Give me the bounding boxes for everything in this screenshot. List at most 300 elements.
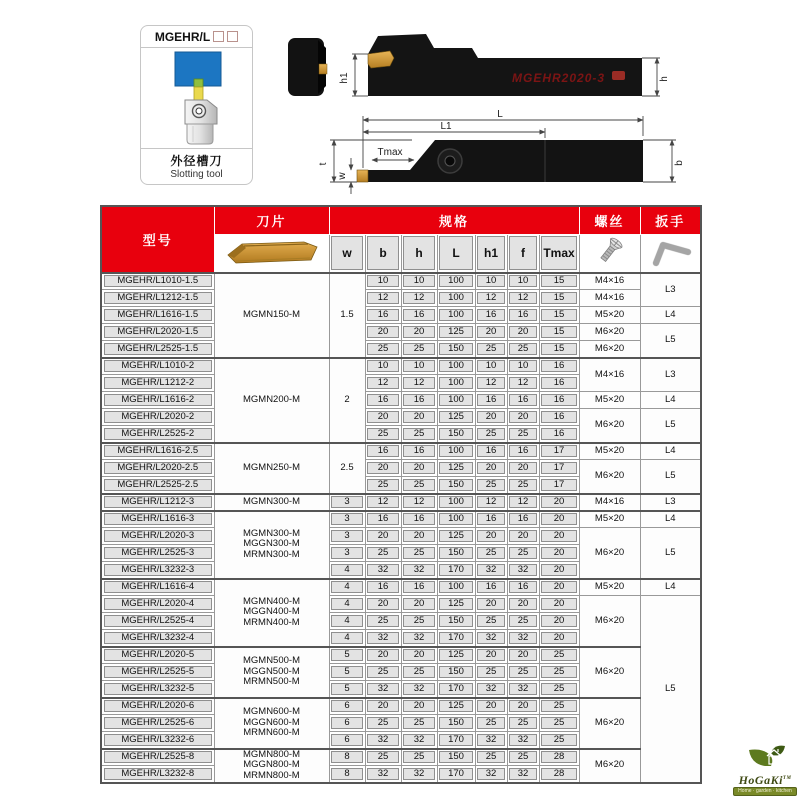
spec-value-cell: 17 (539, 443, 579, 460)
insert-cell: MGMN300-M (214, 494, 329, 511)
spec-value-cell: 12 (475, 494, 507, 511)
slotting-diagram-image (147, 48, 247, 148)
end-view-insert (319, 64, 327, 74)
spec-value-cell: 32 (365, 766, 401, 783)
logo-leaf-house-icon (743, 742, 787, 768)
table-row (101, 409, 701, 426)
spec-value-cell: 20 (539, 562, 579, 579)
col-header-h: h (401, 234, 437, 273)
wrench-icon-cell (640, 234, 701, 273)
model-cell: MGEHR/L2525-5 (101, 664, 214, 681)
spec-value-cell: 16 (365, 307, 401, 324)
spec-value-cell: 16 (539, 392, 579, 409)
spec-value-cell: 100 (437, 358, 475, 375)
screw-cell: M5×20 (579, 443, 640, 460)
spec-value-cell: 20 (401, 460, 437, 477)
spec-value-cell: 32 (507, 562, 539, 579)
insert-cell: MGMN300-M MGGN300-M MRMN300-M (214, 511, 329, 579)
spec-value-cell: 20 (401, 596, 437, 613)
spec-value-cell: 150 (437, 426, 475, 443)
spec-value-cell: 100 (437, 511, 475, 528)
table-row (101, 494, 701, 511)
table-row (101, 324, 701, 341)
spec-value-cell: 10 (507, 273, 539, 290)
dim-L1-label: L1 (440, 121, 452, 132)
spec-value-cell: 32 (507, 681, 539, 698)
spec-value-cell: 25 (401, 613, 437, 630)
spec-value-cell: 100 (437, 290, 475, 307)
hex-key-icon (646, 235, 694, 267)
table-row (101, 596, 701, 613)
spec-value-cell: 16 (401, 392, 437, 409)
spec-value-cell: 25 (539, 647, 579, 664)
spec-value-cell: 25 (475, 545, 507, 562)
spec-value-cell: 25 (539, 715, 579, 732)
spec-value-cell: 16 (539, 426, 579, 443)
brand-logo (733, 742, 797, 796)
spec-value-cell: 16 (401, 307, 437, 324)
insert-cell: MGMN200-M (214, 358, 329, 443)
table-row (101, 273, 701, 290)
spec-value-cell: 100 (437, 392, 475, 409)
spec-value-cell: 25 (365, 477, 401, 494)
insert-photo-cell (214, 234, 329, 273)
spec-value-cell: 25 (475, 477, 507, 494)
spec-value-cell: 25 (507, 749, 539, 766)
table-row (101, 460, 701, 477)
col-header-insert: 刀片 (214, 206, 329, 234)
spec-value-cell: 16 (507, 511, 539, 528)
tool-card-title (141, 26, 252, 48)
table-row (101, 698, 701, 715)
model-cell: MGEHR/L1010-2 (101, 358, 214, 375)
spec-value-cell: 125 (437, 698, 475, 715)
spec-value-cell: 12 (475, 290, 507, 307)
brand-name: HoGaKi™ (738, 773, 792, 787)
screw-cell: M6×20 (579, 324, 640, 341)
spec-value-cell: 10 (365, 358, 401, 375)
spec-value-cell: 20 (507, 409, 539, 426)
model-cell: MGEHR/L2525-8 (101, 749, 214, 766)
spec-value-cell: 16 (475, 392, 507, 409)
spec-value-cell: 32 (365, 630, 401, 647)
col-header-w: w (329, 234, 365, 273)
w-cell: 5 (329, 664, 365, 681)
spec-value-cell: 16 (475, 511, 507, 528)
w-cell: 3 (329, 494, 365, 511)
spec-value-cell: 25 (401, 664, 437, 681)
wrench-cell: L4 (640, 511, 701, 528)
spec-value-cell: 32 (475, 681, 507, 698)
spec-value-cell: 12 (507, 290, 539, 307)
spec-value-cell: 20 (507, 324, 539, 341)
spec-value-cell: 32 (365, 732, 401, 749)
w-cell: 8 (329, 749, 365, 766)
spec-value-cell: 25 (539, 664, 579, 681)
spec-value-cell: 16 (365, 579, 401, 596)
spec-value-cell: 20 (539, 545, 579, 562)
model-cell: MGEHR/L1616-1.5 (101, 307, 214, 324)
spec-value-cell: 20 (539, 613, 579, 630)
spec-value-cell: 10 (507, 358, 539, 375)
spec-value-cell: 25 (507, 341, 539, 358)
spec-value-cell: 20 (365, 698, 401, 715)
model-cell: MGEHR/L2525-3 (101, 545, 214, 562)
table-row (101, 511, 701, 528)
model-cell: MGEHR/L1212-3 (101, 494, 214, 511)
col-header-L: L (437, 234, 475, 273)
spec-value-cell: 20 (365, 596, 401, 613)
model-cell: MGEHR/L2020-3 (101, 528, 214, 545)
screw-cell: M6×20 (579, 596, 640, 647)
spec-value-cell: 25 (401, 715, 437, 732)
spec-value-cell: 20 (401, 698, 437, 715)
w-cell: 6 (329, 715, 365, 732)
screw-cell: M6×20 (579, 341, 640, 358)
col-header-wrench: 扳手 (640, 206, 701, 234)
w-cell: 4 (329, 613, 365, 630)
spec-value-cell: 25 (365, 613, 401, 630)
table-row (101, 358, 701, 375)
spec-value-cell: 25 (539, 698, 579, 715)
spec-value-cell: 32 (365, 681, 401, 698)
spec-value-cell: 20 (507, 698, 539, 715)
model-cell: MGEHR/L2020-1.5 (101, 324, 214, 341)
spec-value-cell: 32 (401, 562, 437, 579)
spec-value-cell: 170 (437, 562, 475, 579)
spec-value-cell: 12 (365, 494, 401, 511)
spec-value-cell: 150 (437, 341, 475, 358)
spec-value-cell: 25 (365, 545, 401, 562)
spec-value-cell: 150 (437, 749, 475, 766)
screw-cell: M4×16 (579, 494, 640, 511)
spec-value-cell: 12 (507, 494, 539, 511)
model-cell: MGEHR/L2525-1.5 (101, 341, 214, 358)
w-cell: 2.5 (329, 443, 365, 494)
spec-value-cell: 16 (401, 443, 437, 460)
insert-cell: MGMN150-M (214, 273, 329, 358)
end-view-drawing (288, 38, 327, 96)
screw-cell: M4×16 (579, 290, 640, 307)
table-row (101, 528, 701, 545)
spec-value-cell: 25 (401, 341, 437, 358)
holder-model-label: MGEHR2020-3 (512, 71, 606, 85)
model-cell: MGEHR/L1212-2 (101, 375, 214, 392)
spec-value-cell: 125 (437, 596, 475, 613)
model-cell: MGEHR/L3232-6 (101, 732, 214, 749)
tool-series-label: MGEHR/L (154, 29, 211, 44)
insert-cell: MGMN500-M MGGN500-M MRMN500-M (214, 647, 329, 698)
spec-value-cell: 16 (365, 511, 401, 528)
screw-cell: M5×20 (579, 392, 640, 409)
spec-value-cell: 125 (437, 528, 475, 545)
spec-value-cell: 25 (507, 613, 539, 630)
spec-value-cell: 150 (437, 664, 475, 681)
spec-value-cell: 32 (401, 766, 437, 783)
spec-value-cell: 16 (507, 579, 539, 596)
model-cell: MGEHR/L1616-4 (101, 579, 214, 596)
w-cell: 4 (329, 630, 365, 647)
insert-cell: MGMN800-M MGGN800-M MRMN800-M (214, 749, 329, 783)
tool-name-cn: 外径槽刀 (170, 154, 223, 168)
wrench-cell: L3 (640, 273, 701, 307)
spec-value-cell: 20 (475, 324, 507, 341)
table-row (101, 443, 701, 460)
spec-value-cell: 20 (365, 324, 401, 341)
spec-value-cell: 16 (539, 358, 579, 375)
w-cell: 4 (329, 579, 365, 596)
col-header-f: f (507, 234, 539, 273)
spec-value-cell: 25 (365, 426, 401, 443)
screw-cell: M5×20 (579, 307, 640, 324)
spec-value-cell: 125 (437, 647, 475, 664)
spec-value-cell: 20 (475, 460, 507, 477)
insert-cell: MGMN400-M MGGN400-M MRMN400-M (214, 579, 329, 647)
spec-value-cell: 25 (365, 715, 401, 732)
spec-value-cell: 100 (437, 443, 475, 460)
screw-cell: M5×20 (579, 511, 640, 528)
spec-value-cell: 32 (475, 630, 507, 647)
slotting-operation-diagram (141, 48, 252, 148)
spec-value-cell: 150 (437, 613, 475, 630)
spec-value-cell: 20 (475, 409, 507, 426)
spec-value-cell: 20 (401, 647, 437, 664)
spec-value-cell: 25 (365, 341, 401, 358)
spec-value-cell: 20 (507, 647, 539, 664)
spec-value-cell: 20 (507, 460, 539, 477)
spec-value-cell: 20 (475, 596, 507, 613)
model-cell: MGEHR/L2020-5 (101, 647, 214, 664)
w-cell: 6 (329, 732, 365, 749)
spec-value-cell: 10 (401, 273, 437, 290)
wrench-cell: L5 (640, 409, 701, 443)
tool-card (140, 25, 253, 185)
spec-value-cell: 25 (475, 715, 507, 732)
side-view-drawing (339, 34, 670, 96)
spec-value-cell: 20 (365, 647, 401, 664)
trademark-mark: TM (782, 776, 792, 781)
model-cell: MGEHR/L1616-3 (101, 511, 214, 528)
spec-value-cell: 170 (437, 681, 475, 698)
spec-table (100, 205, 702, 784)
col-header-spec: 规格 (329, 206, 579, 234)
w-cell: 3 (329, 545, 365, 562)
spec-value-cell: 20 (539, 596, 579, 613)
spec-value-cell: 25 (507, 477, 539, 494)
technical-drawings (268, 8, 698, 203)
spec-value-cell: 12 (507, 375, 539, 392)
spec-value-cell: 20 (475, 647, 507, 664)
spec-value-cell: 25 (401, 477, 437, 494)
spec-value-cell: 10 (475, 358, 507, 375)
spec-value-cell: 100 (437, 579, 475, 596)
spec-value-cell: 150 (437, 715, 475, 732)
spec-value-cell: 12 (365, 290, 401, 307)
wrench-cell: L3 (640, 494, 701, 511)
col-header-screw: 螺丝 (579, 206, 640, 234)
spec-value-cell: 25 (401, 426, 437, 443)
spec-value-cell: 16 (365, 392, 401, 409)
insert-cell: MGMN600-M MGGN600-M MRMN600-M (214, 698, 329, 749)
spec-value-cell: 16 (507, 307, 539, 324)
spec-value-cell: 20 (401, 409, 437, 426)
table-row (101, 307, 701, 324)
spec-value-cell: 32 (475, 732, 507, 749)
w-cell: 3 (329, 511, 365, 528)
spec-value-cell: 25 (507, 545, 539, 562)
w-cell: 3 (329, 528, 365, 545)
spec-value-cell: 20 (365, 409, 401, 426)
spec-value-cell: 16 (539, 375, 579, 392)
spec-value-cell: 16 (507, 392, 539, 409)
insert-cell: MGMN250-M (214, 443, 329, 494)
size-placeholder-box (213, 31, 224, 42)
spec-value-cell: 20 (539, 494, 579, 511)
spec-value-cell: 20 (507, 596, 539, 613)
wrench-cell: L3 (640, 358, 701, 392)
w-cell: 5 (329, 647, 365, 664)
w-cell: 6 (329, 698, 365, 715)
spec-value-cell: 32 (507, 732, 539, 749)
screw-cell: M4×16 (579, 273, 640, 290)
spec-value-cell: 125 (437, 460, 475, 477)
spec-value-cell: 15 (539, 290, 579, 307)
spec-value-cell: 16 (475, 579, 507, 596)
spec-value-cell: 20 (475, 698, 507, 715)
model-cell: MGEHR/L1616-2 (101, 392, 214, 409)
tool-name-en: Slotting tool (170, 169, 223, 180)
side-view-holder (368, 34, 642, 96)
model-cell: MGEHR/L1212-1.5 (101, 290, 214, 307)
spec-value-cell: 16 (475, 307, 507, 324)
top-view-holder (368, 140, 643, 182)
spec-value-cell: 20 (401, 528, 437, 545)
dim-L-label: L (497, 109, 503, 120)
spec-value-cell: 25 (365, 664, 401, 681)
dim-t-label: t (318, 162, 329, 166)
spec-value-cell: 15 (539, 341, 579, 358)
spec-value-cell: 32 (401, 630, 437, 647)
model-cell: MGEHR/L2525-4 (101, 613, 214, 630)
dim-w-label: w (337, 172, 348, 180)
spec-value-cell: 25 (539, 732, 579, 749)
spec-value-cell: 32 (401, 732, 437, 749)
spec-value-cell: 25 (475, 426, 507, 443)
spec-value-cell: 32 (507, 766, 539, 783)
spec-value-cell: 25 (365, 749, 401, 766)
spec-value-cell: 25 (475, 749, 507, 766)
spec-value-cell: 150 (437, 545, 475, 562)
dim-b-label: b (674, 160, 685, 166)
spec-value-cell: 100 (437, 494, 475, 511)
wrench-cell: L4 (640, 307, 701, 324)
spec-value-cell: 170 (437, 766, 475, 783)
screw-icon (590, 235, 630, 267)
brand-mark (612, 71, 625, 80)
screw-icon-cell (579, 234, 640, 273)
wrench-cell: L4 (640, 392, 701, 409)
spec-value-cell: 25 (401, 545, 437, 562)
wrench-cell: L4 (640, 579, 701, 596)
screw-cell: M5×20 (579, 579, 640, 596)
col-header-Tmax: Tmax (539, 234, 579, 273)
spec-value-cell: 125 (437, 324, 475, 341)
spec-value-cell: 170 (437, 732, 475, 749)
top-view-insert (357, 170, 368, 182)
spec-value-cell: 32 (475, 562, 507, 579)
spec-value-cell: 32 (507, 630, 539, 647)
spec-value-cell: 25 (507, 664, 539, 681)
spec-value-cell: 12 (401, 494, 437, 511)
model-cell: MGEHR/L3232-3 (101, 562, 214, 579)
spec-value-cell: 12 (475, 375, 507, 392)
spec-value-cell: 15 (539, 273, 579, 290)
table-row (101, 579, 701, 596)
spec-value-cell: 170 (437, 630, 475, 647)
wrench-cell: L5 (640, 596, 701, 783)
dim-h-label: h (659, 76, 670, 82)
model-cell: MGEHR/L2020-2.5 (101, 460, 214, 477)
table-row (101, 749, 701, 766)
model-cell: MGEHR/L2525-2.5 (101, 477, 214, 494)
col-header-h1: h1 (475, 234, 507, 273)
spec-value-cell: 150 (437, 477, 475, 494)
wrench-cell: L5 (640, 324, 701, 358)
screw-cell: M6×20 (579, 409, 640, 443)
spec-value-cell: 28 (539, 766, 579, 783)
spec-value-cell: 100 (437, 307, 475, 324)
table-row (101, 647, 701, 664)
wrench-cell: L5 (640, 460, 701, 494)
model-cell: MGEHR/L2020-4 (101, 596, 214, 613)
spec-value-cell: 12 (401, 375, 437, 392)
spec-value-cell: 10 (475, 273, 507, 290)
col-header-model: 型号 (101, 206, 214, 273)
model-cell: MGEHR/L2020-2 (101, 409, 214, 426)
spec-value-cell: 20 (475, 528, 507, 545)
spec-value-cell: 10 (401, 358, 437, 375)
table-row (101, 341, 701, 358)
spec-value-cell: 16 (401, 579, 437, 596)
spec-value-cell: 16 (507, 443, 539, 460)
screw-cell: M6×20 (579, 698, 640, 749)
spec-value-cell: 20 (539, 630, 579, 647)
screw-cell: M6×20 (579, 528, 640, 579)
spec-value-cell: 100 (437, 375, 475, 392)
model-cell: MGEHR/L2525-2 (101, 426, 214, 443)
wrench-cell: L4 (640, 443, 701, 460)
w-cell: 4 (329, 596, 365, 613)
spec-value-cell: 20 (507, 528, 539, 545)
insert-photo (222, 236, 322, 266)
spec-value-cell: 20 (365, 528, 401, 545)
screw-cell: M6×20 (579, 749, 640, 783)
spec-value-cell: 16 (401, 511, 437, 528)
spec-value-cell: 17 (539, 477, 579, 494)
top-view-screw-center (445, 156, 455, 166)
spec-value-cell: 15 (539, 307, 579, 324)
spec-value-cell: 12 (401, 290, 437, 307)
spec-value-cell: 10 (365, 273, 401, 290)
size-placeholder-box (227, 31, 238, 42)
dim-Tmax-label: Tmax (377, 147, 403, 158)
screw-cell: M6×20 (579, 647, 640, 698)
spec-value-cell: 25 (475, 341, 507, 358)
screw-cell: M4×16 (579, 358, 640, 392)
tool-card-caption (141, 148, 252, 184)
w-cell: 4 (329, 562, 365, 579)
spec-value-cell: 32 (475, 766, 507, 783)
